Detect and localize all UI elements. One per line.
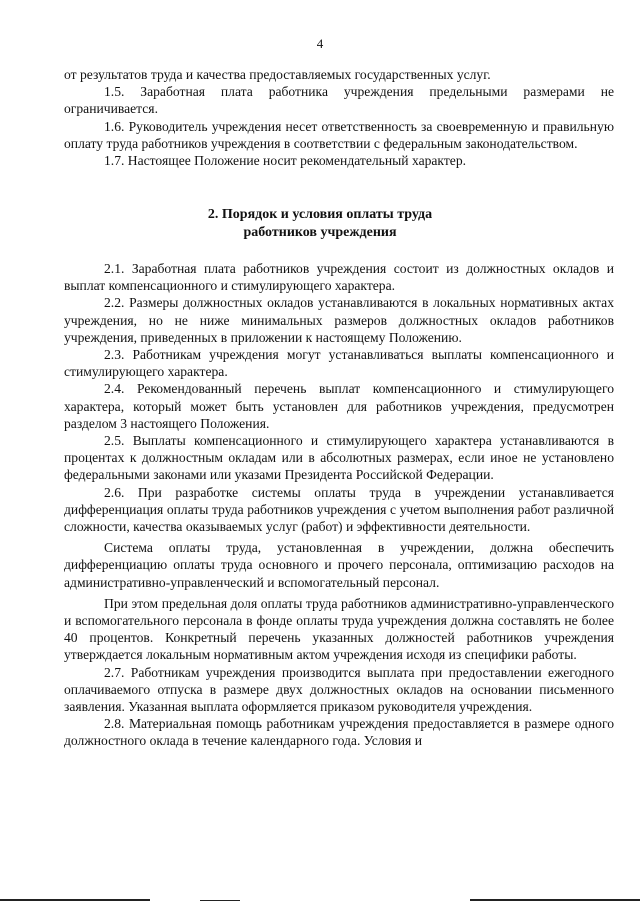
paragraph-1-7: 1.7. Настоящее Положение носит рекомендательный характер.: [104, 153, 467, 169]
paragraph-2-4: 2.4. Рекомендованный перечень выплат компенсационного и стимулирующего характера, который может быть установлен для работников учреждения, предусмотрен разделом 3 настоящего Положения.: [64, 381, 614, 431]
paragraph-2-3: 2.3. Работникам учреждения могут устанавливаться выплаты компенсационного и стимулирующего характера.: [64, 347, 614, 380]
top-text-block: [64, 66, 614, 169]
section-heading: [0, 206, 640, 241]
paragraph-2-7: 2.7. Работникам учреждения производится выплата при предоставлении ежегодного оплачиваемого отпуска в размере двух должностных окладов на основании письменного заявления. Указанная выплата оформляется приказом руководителя учреждения.: [64, 664, 614, 715]
paragraph-2-2: 2.2. Размеры должностных окладов устанавливаются в локальных нормативных актах учреждения, но не ниже минимальных размеров должностных окладов работников учреждения, приведенных в приложении к настоящему Положению.: [64, 295, 614, 345]
paragraph-1-5: 1.5. Заработная плата работника учреждения предельными размерами не ограничивается.: [64, 84, 614, 117]
scan-edge-line-left: [0, 899, 150, 901]
paragraph-2-6: 2.6. При разработке системы оплаты труда в учреждении устанавливается дифференциация оплаты труда работников учреждения с учетом выполнения работ различной сложности, качества оказываемых услуг (работ) и эффективности деятельности.: [64, 484, 614, 535]
paragraph-1-6: 1.6. Руководитель учреждения несет ответственность за своевременную и правильную оплату труда работников учреждения в соответствии с федеральным законодательством.: [64, 118, 614, 151]
page-number: 4: [316, 36, 324, 51]
paragraph-2-8: 2.8. Материальная помощь работникам учреждения предоставляется в размере одного должностного оклада в течение календарного года. Условия и: [64, 716, 614, 749]
paragraph-2-6-limit: При этом предельная доля оплаты труда работников административно-управленческого и вспомогательного персонала в фонде оплаты труда учреждения должна составлять не более 40 процентов. Конкретный перечень указанных должностей работников учреждения утверждается локальным нормативным актом учреждения исходя из специфики работы.: [64, 595, 614, 663]
paragraph-2-1: 2.1. Заработная плата работников учреждения состоит из должностных окладов и выплат компенсационного и стимулирующего характера.: [64, 261, 614, 294]
section-heading-line-1: 2. Порядок и условия оплаты труда: [207, 207, 433, 222]
main-text-block: [64, 260, 614, 750]
scan-edge-line-right: [470, 899, 640, 901]
paragraph-continuation: от результатов труда и качества предоставляемых государственных услуг.: [64, 67, 491, 82]
scan-edge-line-middle: [200, 900, 240, 901]
section-heading-line-2: работников учреждения: [243, 224, 397, 240]
paragraph-2-5: 2.5. Выплаты компенсационного и стимулирующего характера устанавливаются в процентах к должностным окладам или в абсолютных размерах, если иное не установлено федеральными законами или указами Президента Российской Федерации.: [64, 433, 614, 483]
paragraph-2-6-system: Система оплаты труда, установленная в учреждении, должна обеспечить дифференциацию оплаты труда основного и прочего персонала, оптимизацию расходов на административно-управленческий и вспомогательный персонал.: [64, 540, 614, 590]
